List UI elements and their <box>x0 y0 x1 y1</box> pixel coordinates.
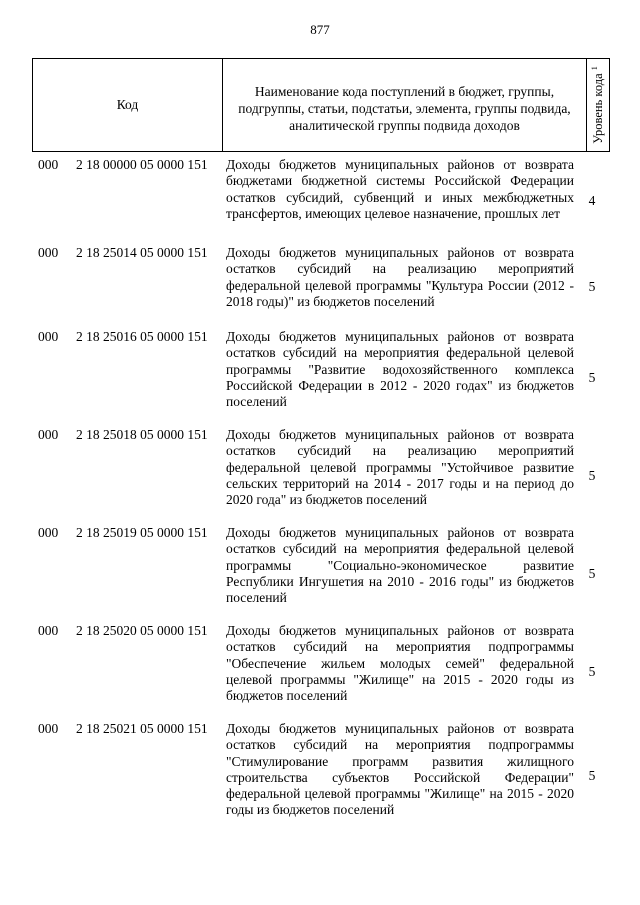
header-name-label: Наименование кода поступлений в бюджет, группы, подгруппы, статьи, подстатьи, элемента, группы подвида, аналитической группы подвида доходов <box>223 59 587 151</box>
row-income-name: Доходы бюджетов муниципальных районов от возврата остатков субсидий на мероприятия федеральной целевой программы "Социально-экономическое развитие Республики Ингушетия на 2010 - 2016 годы" из бюджетов поселений <box>226 525 574 606</box>
table-body <box>32 157 610 831</box>
row-income-code: 2 18 25016 05 0000 151 <box>76 329 208 344</box>
row-admin-code: 000 <box>38 525 59 540</box>
row-income-name: Доходы бюджетов муниципальных районов от возврата остатков субсидий на реализацию мероприятий федеральной целевой программы "Культура России (2012 - 2018 годы)" из бюджетов поселений <box>226 245 574 309</box>
table-row <box>32 157 610 245</box>
row-income-name: Доходы бюджетов муниципальных районов от возврата остатков субсидий на мероприятия подпрограммы "Обеспечение жильем молодых семей" федеральной целевой программы "Жилище" на 2015 - 2020 годы из бюджетов поселений <box>226 623 574 704</box>
header-level-label <box>590 66 606 144</box>
row-income-name: Доходы бюджетов муниципальных районов от возврата остатков субсидий на мероприятия подпрограммы "Стимулирование программ развития жилищного строительства субъектов Российской Федерации" федеральной целевой программы "Жилище" на 2015 - 2020 годы из бюджетов поселений <box>226 721 574 818</box>
header-level-footnote: 1 <box>589 66 599 71</box>
row-income-name: Доходы бюджетов муниципальных районов от возврата остатков субсидий на мероприятия федеральной целевой программы "Развитие водохозяйственного комплекса Российской Федерации в 2012 - 2020 годах" из бюджетов поселений <box>226 329 574 410</box>
row-level: 5 <box>588 767 596 783</box>
row-admin-code: 000 <box>38 721 59 736</box>
row-admin-code: 000 <box>38 245 59 260</box>
table-header <box>32 58 610 152</box>
row-admin-code: 000 <box>38 623 59 638</box>
header-code-label: Код <box>33 59 223 151</box>
row-income-code: 2 18 25014 05 0000 151 <box>76 245 208 260</box>
table-row <box>32 329 610 427</box>
row-level: 5 <box>588 467 596 483</box>
table-row <box>32 623 610 721</box>
row-income-code: 2 18 25021 05 0000 151 <box>76 721 208 736</box>
row-level: 5 <box>588 663 596 679</box>
row-level: 5 <box>588 369 596 385</box>
row-admin-code: 000 <box>38 329 59 344</box>
row-income-code: 2 18 25020 05 0000 151 <box>76 623 208 638</box>
table-row <box>32 245 610 329</box>
row-income-code: 2 18 25018 05 0000 151 <box>76 427 208 442</box>
row-level: 5 <box>588 565 596 581</box>
row-income-name: Доходы бюджетов муниципальных районов от возврата остатков субсидий на реализацию мероприятий федеральной целевой программы "Устойчивое развитие сельских территорий на 2014 - 2017 годы и на период до 2020 года" из бюджетов поселений <box>226 427 574 508</box>
header-level-label-text: Уровень кода <box>591 73 606 144</box>
header-level-cell <box>587 59 609 151</box>
row-admin-code: 000 <box>38 157 59 172</box>
table-row <box>32 721 610 831</box>
row-level: 4 <box>588 192 596 208</box>
table-row <box>32 427 610 525</box>
row-level: 5 <box>588 278 596 294</box>
row-income-code: 2 18 00000 05 0000 151 <box>76 157 208 172</box>
row-income-name: Доходы бюджетов муниципальных районов от возврата бюджетами бюджетной системы Российской Федерации остатков субсидий, субвенций и иных межбюджетных трансфертов, имеющих целевое назначение, прошлых лет <box>226 157 574 221</box>
row-income-code: 2 18 25019 05 0000 151 <box>76 525 208 540</box>
row-admin-code: 000 <box>38 427 59 442</box>
table-row <box>32 525 610 623</box>
page-number: 877 <box>310 22 330 37</box>
